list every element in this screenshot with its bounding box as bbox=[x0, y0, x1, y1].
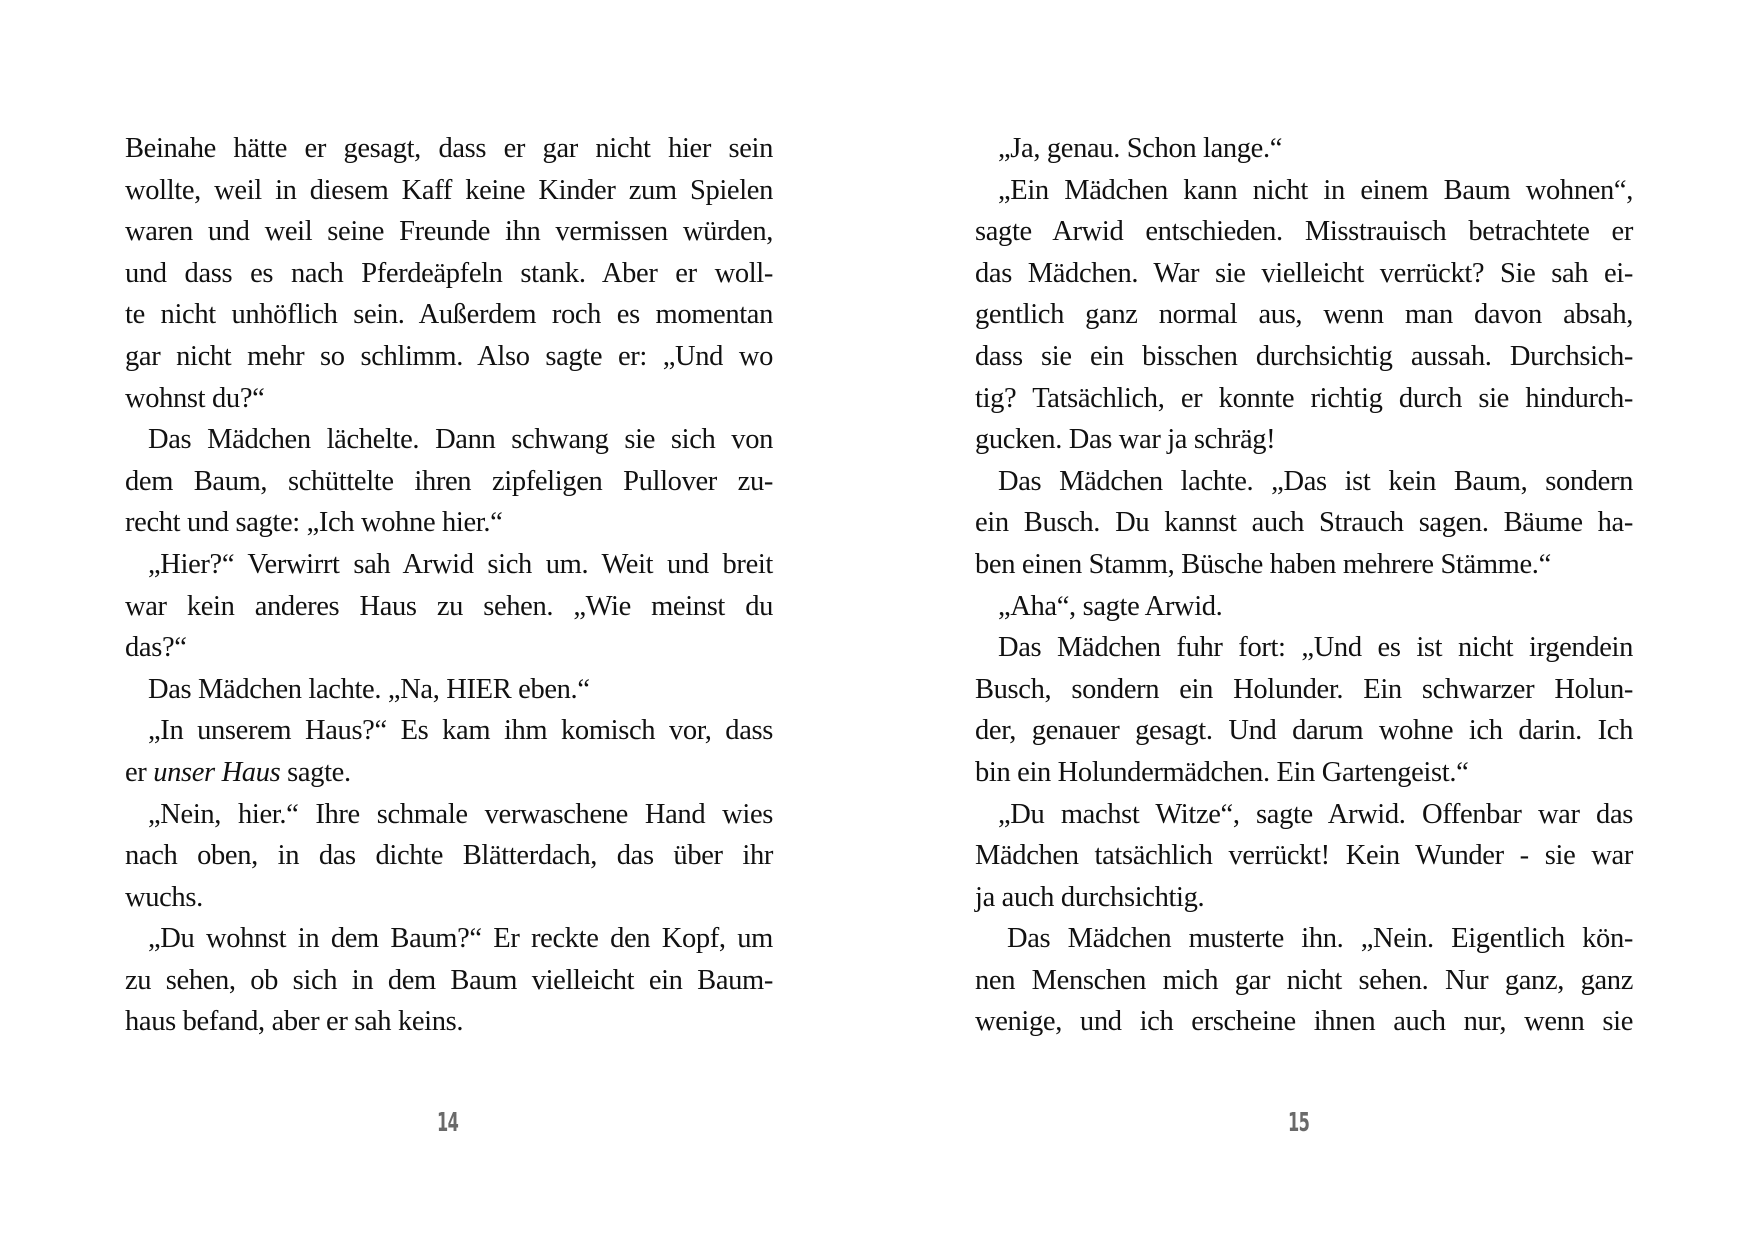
text-line: ja auch durchsichtig. bbox=[975, 881, 1205, 913]
text-line: Das Mädchen lachte. „Das ist kein Baum, sondern bbox=[998, 465, 1633, 497]
text-line: ein Busch. Du kannst auch Strauch sagen. Bäume ha- bbox=[975, 507, 1633, 539]
text-line: dass sie ein bisschen durchsichtig aussah. Durchsich- bbox=[975, 340, 1633, 372]
page-number-right: 15 bbox=[1288, 1108, 1310, 1138]
text-line: te nicht unhöflich sein. Außerdem roch es momentan bbox=[125, 299, 773, 331]
italic-emphasis: unser Haus bbox=[153, 756, 281, 788]
text-line: gentlich ganz normal aus, wenn man davon absah, bbox=[975, 299, 1633, 331]
text-line: Mädchen tatsächlich verrückt! Kein Wunder - sie war bbox=[975, 840, 1633, 872]
text-line: Das Mädchen musterte ihn. „Nein. Eigentlich kön- bbox=[1007, 923, 1633, 955]
text-line: „Du machst Witze“, sagte Arwid. Offenbar war das bbox=[998, 798, 1633, 830]
text-line: „In unserem Haus?“ Es kam ihm komisch vor, dass bbox=[148, 715, 773, 747]
text-line: dem Baum, schüttelte ihren zipfeligen Pullover zu- bbox=[125, 465, 773, 497]
text-line: tig? Tatsächlich, er konnte richtig durch sie hindurch- bbox=[975, 382, 1633, 414]
text-line: Beinahe hätte er gesagt, dass er gar nicht hier sein bbox=[125, 133, 773, 164]
text-line: recht und sagte: „Ich wohne hier.“ bbox=[125, 507, 503, 539]
text-line: wollte, weil in diesem Kaff keine Kinder zum Spielen bbox=[125, 174, 773, 206]
text-line: Das Mädchen lächelte. Dann schwang sie sich von bbox=[148, 424, 773, 456]
text-line bbox=[125, 752, 773, 794]
text-line: nach oben, in das dichte Blätterdach, das über ihr bbox=[125, 840, 773, 872]
text-line: gar nicht mehr so schlimm. Also sagte er: „Und wo bbox=[125, 340, 773, 372]
text-line: und dass es nach Pferdeäpfeln stank. Aber er woll- bbox=[125, 257, 773, 289]
text-line: Das Mädchen fuhr fort: „Und es ist nicht irgendein bbox=[998, 632, 1633, 664]
text-line: das?“ bbox=[125, 632, 187, 664]
text-line: Busch, sondern ein Holunder. Ein schwarzer Holun- bbox=[975, 673, 1633, 705]
text-line: „Hier?“ Verwirrt sah Arwid sich um. Weit und breit bbox=[148, 548, 773, 580]
text-line: war kein anderes Haus zu sehen. „Wie meinst du bbox=[125, 590, 773, 622]
left-page-text bbox=[125, 128, 773, 1043]
text-line: „Du wohnst in dem Baum?“ Er reckte den Kopf, um bbox=[148, 923, 773, 955]
page-number-left: 14 bbox=[437, 1108, 459, 1138]
text-line: sagte Arwid entschieden. Misstrauisch betrachtete er bbox=[975, 216, 1633, 248]
text-line: wohnst du?“ bbox=[125, 382, 265, 414]
text-line: haus befand, aber er sah keins. bbox=[125, 1006, 464, 1038]
text-line: „Nein, hier.“ Ihre schmale verwaschene Hand wies bbox=[148, 798, 773, 830]
text-line: wuchs. bbox=[125, 881, 203, 913]
text-line: zu sehen, ob sich in dem Baum vielleicht ein Baum- bbox=[125, 964, 773, 996]
text-line: „Ein Mädchen kann nicht in einem Baum wohnen“, bbox=[998, 174, 1633, 206]
text-line: bin ein Holundermädchen. Ein Gartengeist.“ bbox=[975, 756, 1469, 788]
right-page bbox=[874, 0, 1748, 1240]
text-line: ben einen Stamm, Büsche haben mehrere Stämme.“ bbox=[975, 548, 1551, 580]
text-line: Das Mädchen lachte. „Na, HIER eben.“ bbox=[148, 673, 590, 705]
text-line: „Aha“, sagte Arwid. bbox=[998, 590, 1223, 622]
text-segment: sagte. bbox=[280, 756, 351, 788]
text-line: der, genauer gesagt. Und darum wohne ich darin. Ich bbox=[975, 715, 1633, 747]
text-line: waren und weil seine Freunde ihn vermissen würden, bbox=[125, 216, 773, 248]
text-line: nen Menschen mich gar nicht sehen. Nur ganz, ganz bbox=[975, 964, 1633, 996]
text-line: gucken. Das war ja schräg! bbox=[975, 424, 1276, 456]
text-line: „Ja, genau. Schon lange.“ bbox=[998, 133, 1283, 164]
right-page-text bbox=[975, 128, 1633, 1043]
text-line: wenige, und ich erscheine ihnen auch nur, wenn sie bbox=[975, 1006, 1633, 1038]
text-line: das Mädchen. War sie vielleicht verrückt? Sie sah ei- bbox=[975, 257, 1633, 289]
text-segment: er bbox=[125, 756, 154, 788]
